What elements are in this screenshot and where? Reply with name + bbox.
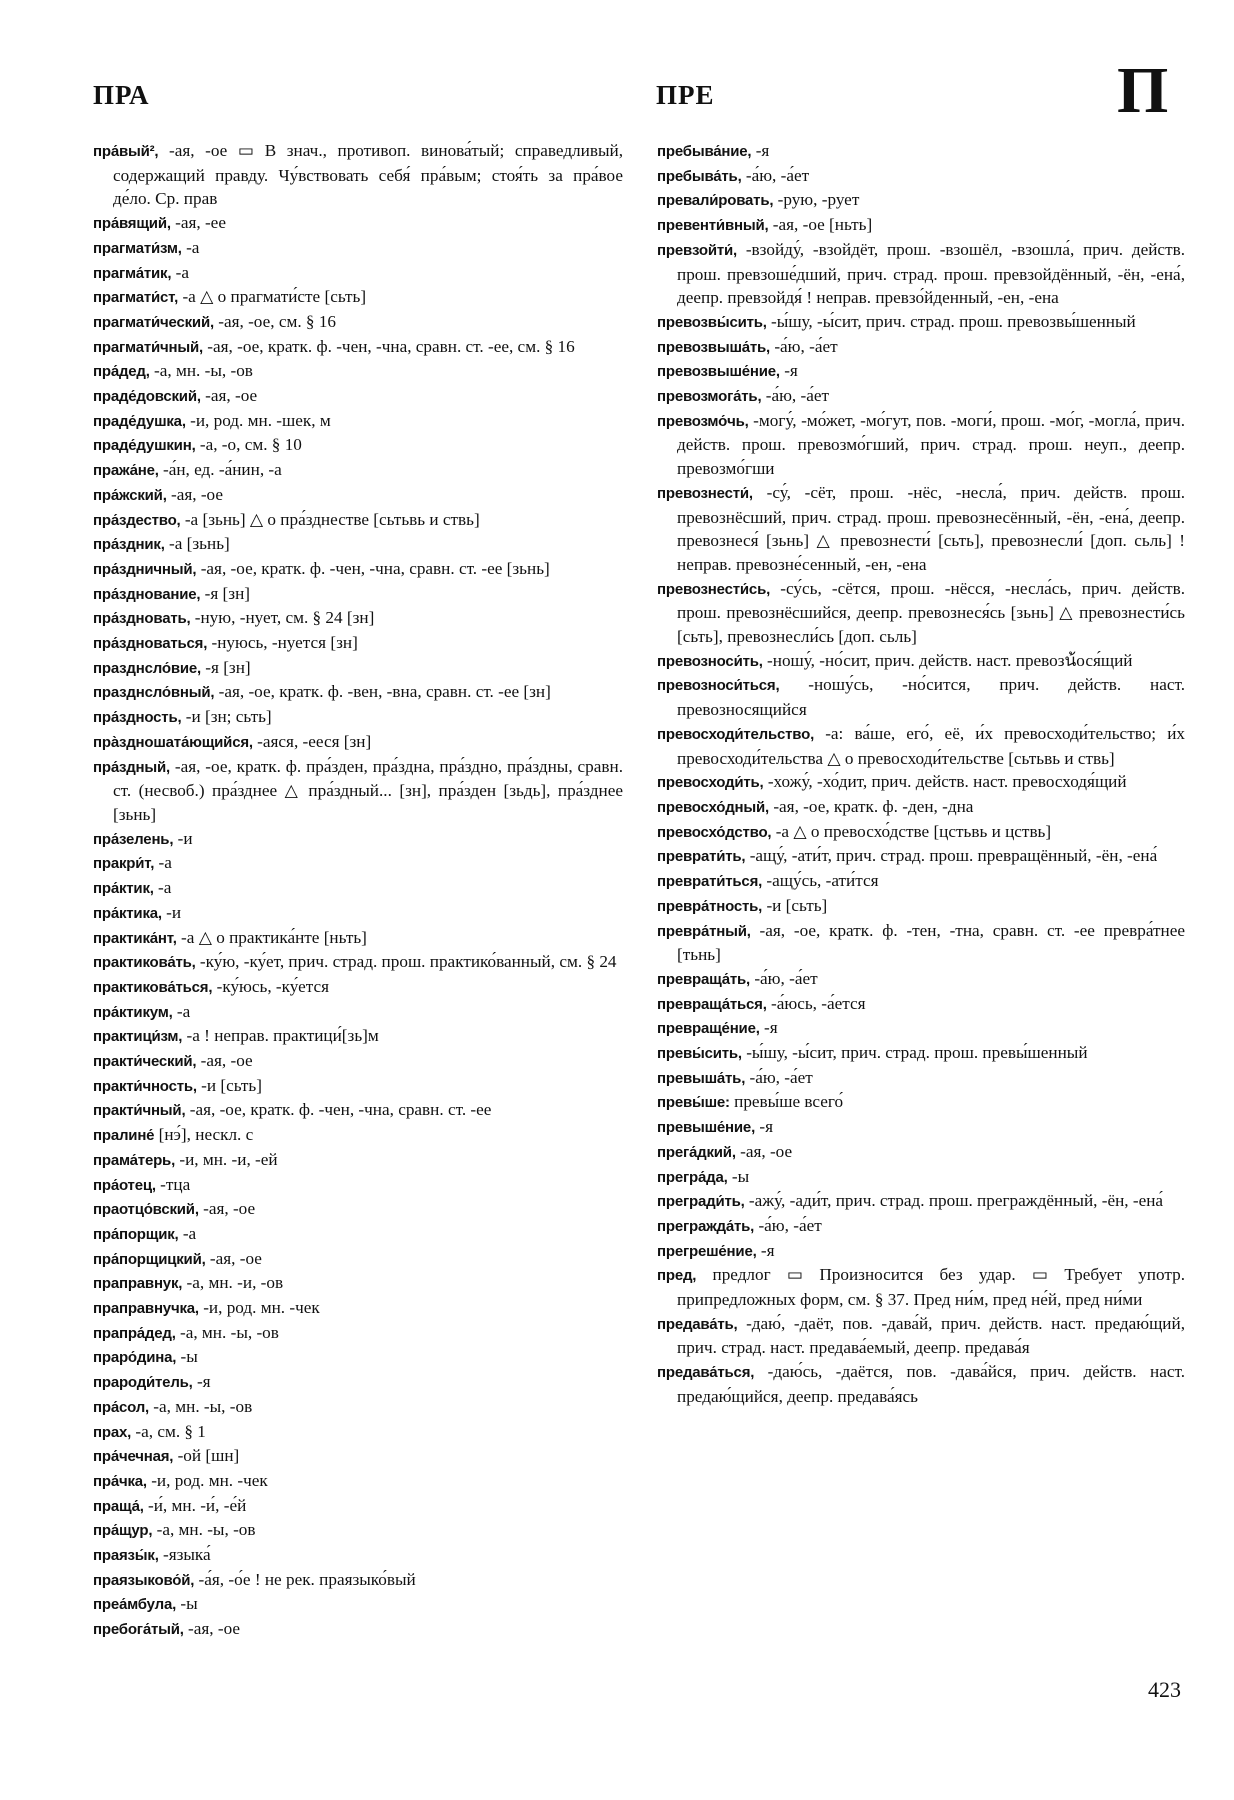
dictionary-entry xyxy=(93,458,623,483)
entry-body: -я xyxy=(756,1240,775,1260)
headword: предава́ться, xyxy=(657,1364,755,1382)
dictionary-entry xyxy=(93,1098,623,1123)
entry-body: -а́ю, -а́ет xyxy=(741,165,810,185)
dictionary-entry xyxy=(93,631,623,656)
headword: прах, xyxy=(93,1423,132,1441)
dictionary-entry xyxy=(93,705,623,730)
dictionary-entry xyxy=(657,409,1185,481)
headword: праро́дина, xyxy=(93,1349,177,1367)
dictionary-entry xyxy=(657,577,1185,649)
dictionary-entry xyxy=(93,1296,623,1321)
entry-body: -а △ о практика́нте [ньть] xyxy=(176,927,367,947)
dictionary-entry xyxy=(657,188,1185,213)
dictionary-entry xyxy=(93,1469,623,1494)
headword: прегреше́ние, xyxy=(657,1242,757,1260)
entry-body: -языка́ xyxy=(158,1545,211,1565)
entry-body: -ая, -ое xyxy=(198,1199,256,1219)
headword: превосходи́тельство, xyxy=(657,725,815,743)
headword: пра́здновать, xyxy=(93,610,191,628)
headword: праотцо́вский, xyxy=(93,1201,199,1219)
headword: праща́, xyxy=(93,1497,144,1515)
entry-body: -и [сьть] xyxy=(762,895,828,915)
headword: превраща́ть, xyxy=(657,970,751,988)
dictionary-entry xyxy=(93,1543,623,1568)
headword: превозмога́ть, xyxy=(657,388,762,406)
headword: преврати́ться, xyxy=(657,873,763,891)
dictionary-entry xyxy=(657,481,1185,577)
left-column xyxy=(93,139,623,1642)
entry-body: -ы́шу, -ы́сит, прич. страд. прош. превы́шенный xyxy=(741,1043,1088,1063)
dictionary-entry xyxy=(657,844,1185,869)
entry-body: [нэ́], нескл. с xyxy=(154,1125,254,1145)
entry-body: -ая, -ее xyxy=(170,213,226,233)
dictionary-entry xyxy=(657,164,1185,189)
dictionary-entry xyxy=(93,1271,623,1296)
entry-body: -а, см. § 1 xyxy=(131,1421,206,1441)
right-column xyxy=(657,139,1185,1409)
entry-body: -и xyxy=(173,828,193,848)
entry-body: -ая, -ое xyxy=(735,1141,793,1161)
headword: практикова́ться, xyxy=(93,978,213,996)
entry-body: -а xyxy=(154,853,172,873)
headword: превозвы́сить, xyxy=(657,313,767,331)
entry-body: -а́ю, -а́ет xyxy=(750,968,818,988)
entry-body: -ая, -ое, кратк. ф. -тен, -тна, сравн. ст. -ее превра́тнее [тьнь] xyxy=(677,920,1185,965)
entry-body: -а, -о, см. § 10 xyxy=(195,435,302,455)
headword: пра́чка, xyxy=(93,1472,147,1490)
entry-body: -я xyxy=(192,1372,211,1392)
dictionary-entry xyxy=(93,582,623,607)
headword: практи́чный, xyxy=(93,1102,186,1120)
dictionary-entry xyxy=(93,1420,623,1445)
headword: пра́здность, xyxy=(93,709,182,727)
entry-body: -а △ о превосхо́дстве [цстьвь и цствь] xyxy=(771,821,1052,841)
entry-body: -и, род. мн. -шек, м xyxy=(185,410,331,430)
dictionary-entry xyxy=(93,1024,623,1049)
entry-body: -взойду́, -взойдёт, прош. -взошёл, -взошла́, прич. действ. прош. превзоше́дший, прич. страд. прош. превзойдённый, -ён, -ена́, деепр. превзойдя́ ! неправ. превзо́йденный, -ен, -ена xyxy=(677,239,1185,308)
dictionary-entry xyxy=(93,755,623,827)
dictionary-entry xyxy=(93,1074,623,1099)
headword: практи́чность, xyxy=(93,1077,197,1095)
headword: превраща́ться, xyxy=(657,995,767,1013)
headword: пра́жский, xyxy=(93,486,167,504)
headword: превраще́ние, xyxy=(657,1020,760,1038)
dictionary-entry xyxy=(657,1140,1185,1165)
dictionary-entry xyxy=(657,1189,1185,1214)
entry-body: -ая, -ое xyxy=(200,386,258,406)
dictionary-entry xyxy=(93,1568,623,1593)
headword: прароди́тель, xyxy=(93,1374,193,1392)
entry-body: -тца xyxy=(155,1174,191,1194)
headword: превыша́ть, xyxy=(657,1069,746,1087)
headword: пра́отец, xyxy=(93,1176,156,1194)
entry-body: -ая, -ое, кратк. ф. -чен, -чна, сравн. ст. -ее [зьнь] xyxy=(196,558,550,578)
dictionary-entry xyxy=(657,238,1185,310)
dictionary-entry xyxy=(93,139,623,211)
headword: пра́ктикум, xyxy=(93,1003,173,1021)
dictionary-entry xyxy=(657,919,1185,967)
entry-body: -ношу́, -но́сит, прич. действ. наст. превозน้ося́щий xyxy=(762,650,1133,670)
dictionary-entry xyxy=(93,310,623,335)
entry-body: -ы xyxy=(176,1594,198,1614)
entry-body: -а xyxy=(171,262,189,282)
dictionary-entry xyxy=(657,820,1185,845)
running-head-left: ПРА xyxy=(93,80,150,110)
dictionary-entry xyxy=(93,827,623,852)
dictionary-entry xyxy=(657,1214,1185,1239)
dictionary-entry xyxy=(93,975,623,1000)
entry-body: -и, род. мн. -чек xyxy=(198,1298,320,1318)
headword: превозвыше́ние, xyxy=(657,363,780,381)
dictionary-entry xyxy=(657,213,1185,238)
dictionary-entry xyxy=(93,1395,623,1420)
headword: превознести́, xyxy=(657,484,753,502)
entry-body: -ая, -ое, кратк. ф. -чен, -чна, сравн. ст. -ее, см. § 16 xyxy=(203,336,575,356)
dictionary-entry xyxy=(93,211,623,236)
dictionary-entry xyxy=(657,384,1185,409)
headword: превзойти́, xyxy=(657,241,737,259)
entry-body: -и [зн; сьть] xyxy=(181,707,272,727)
headword: пра́вый², xyxy=(93,143,159,160)
headword: праде́довский, xyxy=(93,388,201,406)
entry-body: -ая, -ое xyxy=(205,1248,262,1268)
headword: пред, xyxy=(657,1267,697,1285)
entry-body: -а, мн. -ы, -ов xyxy=(149,1396,253,1416)
headword: пракри́т, xyxy=(93,855,155,873)
dictionary-entry xyxy=(657,139,1185,164)
headword: превосходи́ть, xyxy=(657,774,764,792)
entry-body: -а [зьнь] △ о пра́зднестве [сьтьвь и ствь] xyxy=(180,509,480,529)
entry-body: -а́ю, -а́ет xyxy=(754,1215,822,1235)
dictionary-entry xyxy=(93,532,623,557)
entry-body: -и́, мн. -и́, -е́й xyxy=(143,1495,247,1515)
headword: пра́ктика, xyxy=(93,904,162,922)
headword: пра́здник, xyxy=(93,536,165,554)
dictionary-entry xyxy=(657,335,1185,360)
headword: превенти́вный, xyxy=(657,217,769,235)
dictionary-entry xyxy=(93,557,623,582)
entry-body: -а́юсь, -а́ется xyxy=(766,993,866,1013)
entry-body: -а xyxy=(153,878,172,898)
headword: празднсло́вие, xyxy=(93,659,201,677)
dictionary-entry xyxy=(93,1444,623,1469)
headword: пра́здничный, xyxy=(93,560,197,578)
dictionary-entry xyxy=(93,508,623,533)
dictionary-entry xyxy=(93,433,623,458)
headword: праде́душка, xyxy=(93,412,186,430)
entry-body: -а: ва́ше, его́, её, и́х превосходи́тельство; и́х превосходи́тельства △ о превосходи́тельстве [сьтьвь и ствь] xyxy=(677,723,1185,768)
dictionary-entry xyxy=(93,730,623,755)
dictionary-entry xyxy=(93,1148,623,1173)
entry-body: -су́сь, -сётся, прош. -нёсся, -несла́сь, прич. действ. прош. превознёсшийся, деепр. превознеся́сь [зьнь] △ превознести́сь [сьть], превознесли́сь [доп. сьль] xyxy=(677,578,1185,647)
entry-body: -а ! неправ. практици́[зь]м xyxy=(182,1026,379,1046)
headword: превали́ровать, xyxy=(657,192,774,210)
dictionary-entry xyxy=(93,926,623,951)
headword: праправнук, xyxy=(93,1275,183,1293)
entry-body: -а́ю, -а́ет xyxy=(770,336,838,356)
entry-body: -ы xyxy=(176,1347,198,1367)
headword: пребога́тый, xyxy=(93,1621,184,1639)
dictionary-entry xyxy=(93,384,623,409)
headword: прега́дкий, xyxy=(657,1143,736,1161)
headword: праде́душкин, xyxy=(93,437,196,455)
dictionary-entry xyxy=(657,894,1185,919)
headword: практи́ческий, xyxy=(93,1053,197,1071)
dictionary-entry xyxy=(657,1115,1185,1140)
entry-body: -и [сьть] xyxy=(196,1075,262,1095)
entry-body: -а́ю, -а́ет xyxy=(745,1067,813,1087)
dictionary-entry xyxy=(93,261,623,286)
headword: пра́ктик, xyxy=(93,880,154,898)
headword: пра́здество, xyxy=(93,511,181,529)
headword: превы́ше: xyxy=(657,1094,730,1112)
entry-body: -ая, -ое [ньть] xyxy=(768,215,873,235)
dictionary-entry xyxy=(657,1263,1185,1311)
dictionary-entry xyxy=(657,722,1185,770)
dictionary-entry xyxy=(657,1066,1185,1091)
headword: прама́терь, xyxy=(93,1151,176,1169)
dictionary-entry xyxy=(93,1173,623,1198)
entry-body: -а́я, -о́е ! не рек. праязыко́вый xyxy=(194,1569,416,1589)
headword: предава́ть, xyxy=(657,1315,738,1333)
dictionary-entry xyxy=(657,1239,1185,1264)
dictionary-entry xyxy=(93,359,623,384)
entry-body: -ажу́, -ади́т, прич. страд. прош. преграждённый, -ён, -ена́ xyxy=(744,1191,1164,1211)
entry-body: -ную, -нует, см. § 24 [зн] xyxy=(190,608,375,628)
headword: пра́порщик, xyxy=(93,1225,179,1243)
headword: прегра́да, xyxy=(657,1168,728,1186)
headword: прагмати́зм, xyxy=(93,239,182,257)
headword: прегради́ть, xyxy=(657,1193,745,1211)
headword: превыше́ние, xyxy=(657,1119,756,1137)
entry-body: -а, мн. -и, -ов xyxy=(182,1273,284,1293)
headword: превозвыша́ть, xyxy=(657,338,771,356)
running-head-right: ПРЕ xyxy=(656,80,715,110)
dictionary-entry xyxy=(93,656,623,681)
dictionary-entry xyxy=(93,851,623,876)
entry-body: -ая, -ое xyxy=(166,484,223,504)
entry-body: -я xyxy=(751,141,770,160)
dictionary-entry xyxy=(93,950,623,975)
headword: прагмати́ст, xyxy=(93,289,179,307)
entry-body: превы́ше всего́ xyxy=(729,1092,844,1112)
entry-body: -я xyxy=(755,1117,773,1137)
headword: превы́сить, xyxy=(657,1045,742,1063)
dictionary-entry xyxy=(93,680,623,705)
dictionary-entry xyxy=(657,770,1185,795)
dictionary-entry xyxy=(657,869,1185,894)
entry-body: -а, мн. -ы, -ов xyxy=(149,361,253,381)
dictionary-entry xyxy=(657,992,1185,1017)
entry-body: -ая, -ое ▭ В знач., противоп. винова́тый; справедливый, содержащий правду. Чу́вствовать себя́ пра́вым; стоя́ть за пра́вое де́ло. Ср. прав xyxy=(113,141,623,209)
entry-body: -а xyxy=(178,1223,197,1243)
headword: пра́зднование, xyxy=(93,585,201,603)
entry-body: -ношу́сь, -но́сится, прич. действ. наст. превозносящийся xyxy=(677,675,1185,720)
dictionary-entry xyxy=(93,1123,623,1148)
headword: превозноси́ть, xyxy=(657,652,763,670)
headword: превозмо́чь, xyxy=(657,412,749,430)
section-letter: П xyxy=(1117,54,1169,127)
headword: преа́мбула, xyxy=(93,1596,177,1614)
headword: прегражда́ть, xyxy=(657,1217,755,1235)
entry-body: -а́н, ед. -а́нин, -а xyxy=(158,460,282,480)
headword: пра́зелень, xyxy=(93,830,174,848)
entry-body: -ку́юсь, -ку́ется xyxy=(212,976,330,996)
dictionary-entry xyxy=(93,285,623,310)
dictionary-entry xyxy=(657,795,1185,820)
dictionary-entry xyxy=(93,606,623,631)
entry-body: -ая, -ое, кратк. ф. -вен, -вна, сравн. ст. -ее [зн] xyxy=(214,682,551,702)
headword: празднсло́вный, xyxy=(93,684,215,702)
headword: пра̀здношата́ющийся, xyxy=(93,733,253,751)
entry-body: -а, мн. -ы, -ов xyxy=(175,1322,279,1342)
dictionary-entry xyxy=(93,335,623,360)
entry-body: -даю́сь, -даётся, пов. -дава́йся, прич. действ. наст. предаю́щийся, деепр. предава́ясь xyxy=(677,1362,1185,1406)
headword: праправнучка, xyxy=(93,1300,199,1318)
dictionary-entry xyxy=(93,1592,623,1617)
dictionary-entry xyxy=(657,1090,1185,1115)
headword: пра́дед, xyxy=(93,363,150,381)
entry-body: -могу́, -мо́жет, -мо́гут, пов. -моги́, прош. -мо́г, -могла́, прич. действ. прош. превозмо́гший, прич. страд. прош. неуп., деепр. превозмо́гши xyxy=(677,410,1185,479)
entry-body: -ащу́сь, -ати́тся xyxy=(762,871,879,891)
headword: превозноси́ться, xyxy=(657,677,780,695)
entry-body: -ой [шн] xyxy=(173,1446,240,1466)
entry-body: -а́ю, -а́ет xyxy=(761,386,829,406)
entry-body: -нуюсь, -нуется [зн] xyxy=(207,633,358,653)
dictionary-entry xyxy=(93,1345,623,1370)
dictionary-entry xyxy=(93,1494,623,1519)
headword: праязы́к, xyxy=(93,1547,159,1565)
headword: пра́сол, xyxy=(93,1398,149,1416)
dictionary-entry xyxy=(657,673,1185,721)
entry-body: -и, мн. -и, -ей xyxy=(175,1149,278,1169)
dictionary-entry xyxy=(657,359,1185,384)
dictionary-entry xyxy=(93,236,623,261)
headword: практици́зм, xyxy=(93,1028,183,1046)
page-number: 423 xyxy=(1148,1677,1181,1702)
dictionary-entry xyxy=(93,409,623,434)
headword: прагмати́ческий, xyxy=(93,313,214,331)
entry-body: -и, род. мн. -чек xyxy=(146,1470,268,1490)
headword: превосхо́дство, xyxy=(657,823,772,841)
entry-body: -ая, -ое, кратк. ф. -чен, -чна, сравн. ст. -ее xyxy=(185,1100,492,1120)
headword: превра́тность, xyxy=(657,897,763,915)
headword: пребыва́ть, xyxy=(657,167,742,185)
headword: пралине́ xyxy=(93,1127,155,1145)
entry-body: -я xyxy=(759,1018,778,1038)
entry-body: -аяся, -ееся [зн] xyxy=(252,731,372,751)
entry-body: предлог ▭ Произносится без удар. ▭ Требует употр. припредложных форм, см. § 37. Пред ни́м, пред не́й, пред ни́ми xyxy=(677,1265,1185,1310)
entry-body: -а xyxy=(181,237,200,257)
dictionary-entry xyxy=(93,483,623,508)
entry-body: -ая, -ое, кратк. ф. пра́зден, пра́здна, пра́здно, пра́здны, сравн. ст. (несвоб.) пра́зднее △ пра́здный... [зн], пра́зден [зьдь], пра́зднее [зьнь] xyxy=(113,756,623,824)
dictionary-entry xyxy=(93,1370,623,1395)
headword: прагма́тик, xyxy=(93,264,172,282)
dictionary-entry xyxy=(93,1197,623,1222)
headword: пра́чечная, xyxy=(93,1448,174,1466)
entry-body: -су́, -сёт, прош. -нёс, -несла́, прич. действ. прош. превознёсший, прич. страд. прош. превознесённый, -ён, -ена́, деепр. превознеся́ [зьнь] △ превознести́ [сьть], превознесли́ [доп. сьль] ! неправ. превозне́сенный, -ен, -ена xyxy=(677,482,1185,574)
dictionary-entry xyxy=(93,876,623,901)
dictionary-entry xyxy=(657,649,1185,674)
entry-body: -ы xyxy=(727,1166,750,1186)
entry-body: -рую, -рует xyxy=(773,190,860,210)
dictionary-entry xyxy=(657,967,1185,992)
dictionary-entry xyxy=(657,310,1185,335)
entry-body: -я xyxy=(779,361,798,381)
dictionary-entry xyxy=(657,1312,1185,1360)
dictionary-entry xyxy=(93,1518,623,1543)
headword: пра́здноваться, xyxy=(93,635,208,653)
entry-body: -ы́шу, -ы́сит, прич. страд. прош. превозвы́шенный xyxy=(766,311,1136,331)
headword: практикова́ть, xyxy=(93,954,196,972)
entry-body: -я [зн] xyxy=(200,657,251,677)
entry-body: -ая, -ое, кратк. ф. -ден, -дна xyxy=(769,796,974,816)
dictionary-entry xyxy=(93,1222,623,1247)
headword: пребыва́ние, xyxy=(657,143,752,160)
headword: практика́нт, xyxy=(93,929,177,947)
headword: прагмати́чный, xyxy=(93,338,203,356)
dictionary-entry xyxy=(93,901,623,926)
entry-body: -ая, -ое xyxy=(183,1619,241,1639)
entry-body: -ая, -ое xyxy=(196,1051,253,1071)
entry-body: -я [зн] xyxy=(200,583,250,603)
entry-body: -а [зьнь] xyxy=(164,534,230,554)
headword: пра́порщицкий, xyxy=(93,1250,206,1268)
headword: превознести́сь, xyxy=(657,580,771,598)
headword: пража́не, xyxy=(93,462,159,480)
headword: превосхо́дный, xyxy=(657,798,770,816)
dictionary-entry xyxy=(93,1321,623,1346)
entry-body: -даю́, -даёт, пов. -дава́й, прич. действ. наст. предаю́щий, прич. страд. наст. предава́емый, деепр. предава́я xyxy=(677,1313,1185,1358)
dictionary-entry xyxy=(93,1049,623,1074)
entry-body: -и xyxy=(161,902,182,922)
headword: преврати́ть, xyxy=(657,848,746,866)
entry-body: -хожу́, -хо́дит, прич. действ. наст. превосходя́щий xyxy=(763,772,1127,792)
headword: пра́здный, xyxy=(93,758,171,776)
dictionary-entry xyxy=(657,1016,1185,1041)
headword: прапра́дед, xyxy=(93,1324,176,1342)
dictionary-entry xyxy=(93,1617,623,1642)
dictionary-entry xyxy=(657,1360,1185,1408)
dictionary-entry xyxy=(93,1247,623,1272)
entry-body: -ащу́, -ати́т, прич. страд. прош. превращённый, -ён, -ена́ xyxy=(745,846,1158,866)
entry-body: -ая, -ое, см. § 16 xyxy=(213,311,337,331)
headword: пра́вящий, xyxy=(93,215,171,233)
dictionary-entry xyxy=(657,1041,1185,1066)
headword: пра́щур, xyxy=(93,1522,153,1540)
entry-body: -а, мн. -ы, -ов xyxy=(152,1520,256,1540)
entry-body: -а △ о прагмати́сте [сьть] xyxy=(178,287,367,307)
dictionary-entry xyxy=(657,1165,1185,1190)
dictionary-entry xyxy=(93,1000,623,1025)
entry-body: -ку́ю, -ку́ет, прич. страд. прош. практико́ванный, см. § 24 xyxy=(195,952,617,972)
headword: праязыково́й, xyxy=(93,1571,195,1589)
headword: превра́тный, xyxy=(657,922,751,940)
entry-body: -а xyxy=(172,1001,191,1021)
